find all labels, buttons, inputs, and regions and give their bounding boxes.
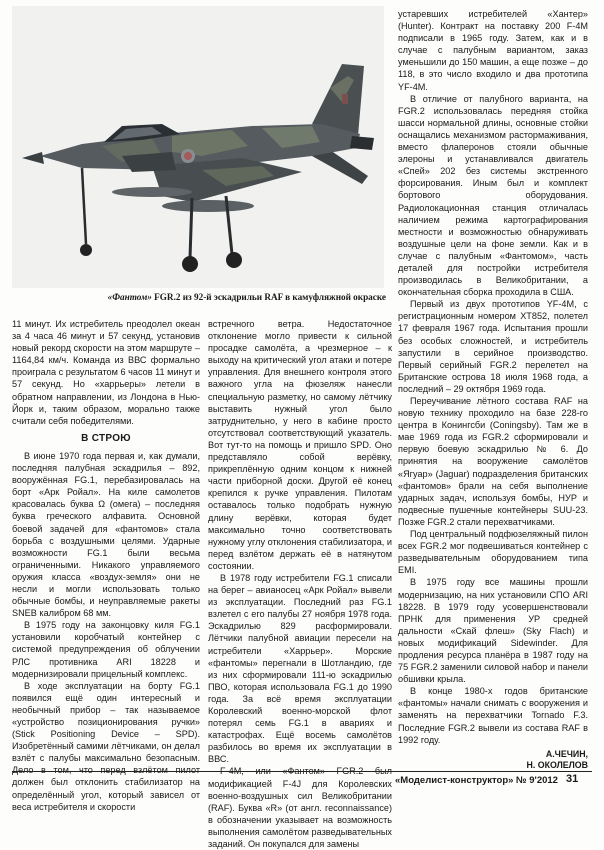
authors — [398, 749, 588, 771]
paragraph: В 1975 году все машины прошли модернизацию, на них установили СПО ARI 18228. В 1979 году усовершенствовали ПРНК для применения УР средней дальности «Скай флеш» (Sky Flach) и новых модификаций Sidewinder. Для продления ресурса планёра в 1987 году на 75 FGR.2 заменили силовой набор и панели обшивки крыла. — [398, 577, 588, 685]
paragraph: модификацией F-4J для Королевских военно-воздушных сил Великобритании (RAF). Буква «R» (от англ. reconnaissance) в обозначении указывает на возможность выполнения самолётом разведывательных заданий. Он покупался для замены — [208, 778, 392, 850]
page-number: 31 — [566, 773, 579, 785]
paragraph: В конце 1980-х годов британские «фантомы» начали снимать с вооружения и заменять на перехватчики Tornado F.3. Последние FGR.2 вывели из состава RAF в 1992 году. — [398, 686, 588, 745]
caption-text: FGR.2 из 92-й эскадрильи RAF в камуфляжной окраске — [154, 292, 386, 302]
paragraph: В 1978 году истребители FG.1 списали на берег – авианосец «Арк Ройал» вывели из эксплуатации. Последний раз FG.1 взлетел с его палубы 27 ноября 1978 года. Эскадрилью 829 расформировали. Лётчики палубной авиации пересели на истребители «Харрьер». Морские «фантомы» перегнали в Шотландию, где из них сформировали 111-ю эскадрилью ПВО, которая использовала FG.1 до 1990 года. За всё время эксплуатации Королевский военно-морской флот потерял семь FG.1 в авариях и катастрофах. Ещё восемь самолётов разбилось во время их эксплуатации в ВВС. — [208, 572, 392, 765]
author-name: Н. ОКОЛЕЛОВ — [526, 759, 588, 770]
text-column-3 — [398, 8, 588, 771]
phantom-photo — [12, 6, 384, 288]
paragraph: В 1975 году на законцовку киля FG.1 установили коробчатый контейнер с системой предупреждения об облучении РЛС противника ARI 18228 и модернизировали прицельный комплекс. — [12, 620, 200, 679]
paragraph: устаревших истребителей «Хантер» (Hunter). Контракт на поставку 200 F-4M подписали в 1965 году. Затем, как и в случае с палубным вариантом, заказ уменьшили до 150 машин, а еще позже – до 118, в это число входило и два прототипа YF-4M. — [398, 9, 588, 92]
paragraph: В ходе эксплуатации на борту FG.1 появился ещё один интересный и необычный прибор – так называемое «устройство позиционирования ручки» (Stick Positioning Device – SPD). Изобретённый самими лётчиками, он делал взлёт с палубы максимально безопасным. должен был отклонить стабилизатор на определённый угол, который зависел от веса истребителя и скорости — [12, 680, 200, 812]
footer-rule — [12, 771, 592, 772]
author-name: А.ЧЕЧИН, — [545, 748, 588, 759]
paragraph: 11 минут. Их истребитель преодолел океан за 4 часа 46 минут и 57 секунд, установив новый рекорд скорости на этом маршруте – 1164,84 км/ч. Команда из ВВС формально проиграла с результатом 6 часов 11 минут и 57 секунд. Но «харрьеры» летели в обратном направлении, из Лондона в Нью-Йорк и, таким образом, морально также считали себя победителями. — [12, 319, 200, 426]
text-column-1 — [12, 318, 200, 813]
paragraph: В июне 1970 года первая и, как думали, последняя палубная эскадрилья – 892, вооружённая FG.1, перебазировалась на борт «Арк Ройал». На киле самолетов красовалась буква Ω (омега) – последняя буква греческого алфавита. Основной боевой задачей для «фантомов» стала борьба с воздушными целями. Ударные возможности FG.1 были весьма ограниченными. Никакого управляемого оружия класса «воздух-земля» они не несли и могли использовать только обычные бомбы, и неуправляемые ракеты SNEB калибром 68 мм. — [12, 450, 200, 619]
paragraph: В отличие от палубного варианта, на FGR.2 использовалась передняя стойка шасси нормальной длины, основные стойки оснащались механизмом растормаживания, вместо флаперонов стояли обычные элероны и устанавливался двигатель «Спей» 202 без системы экстренного форсирования. Иным был и комплект бортового оборудования. Радиолокационная станция отличалась наличием режима картографирования местности и возможностью обнаруживать воздушные цели на фоне земли. Как и в случае с палубным «Фантомом», часть деталей для постройки истребителя производилась в Великобритании, а окончательная сборка проходила в США. — [398, 93, 588, 298]
paragraph: Под центральный подфюзеляжный пилон всех FGR.2 мог подвешиваться контейнер с разведывательным оборудованием типа EMI. — [398, 529, 588, 576]
magazine-issue: «Моделист-конструктор» № 9'2012 — [395, 775, 558, 786]
phantom-aircraft-illustration — [12, 6, 384, 288]
caption-aircraft-name: «Фантом» — [107, 292, 152, 302]
paragraph: Переучивание лётного состава RAF на новую технику проходило на базе 228-го центра в Конингсби (Coningsby). Там же в мае 1969 года из FGR.2 сформировали и первую боевую эскадрилью № 6. До принятия на вооружение самолётов «Ягуар» (Jaguar) подразделения британских «фантомов» брали на себя выполнение ударных задач, используя бомбы, НУР и подвесные пушечные контейнеры SUU-23. Позже FGR.2 стали перехватчиками. — [398, 396, 588, 527]
paragraph: Первый из двух прототипов YF-4M, с регистрационным номером XT852, полетел 17 февраля 1967 года. Испытания прошли без особых сложностей, и истребитель запустили в серийное производство. Первый серийный FGR.2 перелетел на Британские острова 18 июля 1968 года, а последний – 29 октября 1969 года. — [398, 299, 588, 394]
section-title: В СТРОЮ — [81, 432, 131, 444]
paragraph: встречного ветра. Недостаточное отклонение могло привести к сильной просадке самолёта, а чрезмерное – к выходу на критический угол атаки и потере управления. Для внешнего контроля этого важного угла на фюзеляж нанесли специальную разметку, но самому лётчику выставить нужный угол было затруднительно, у него в кабине просто отсутствовал соответствующий указатель. Вот тут-то на помощь и пришло SPD. Оно представляло собой верёвку, прикреплённую одним концом к нижней части приборной доски. Другой её конец крепился к ручке управления. Пилотам оставалось только подобрать нужную длину верёвки, которая будет максимально точно соответствовать нужному углу отклонения стабилизатора, и перед взлётом держать её в натянутом состоянии. — [208, 319, 392, 571]
photo-caption — [14, 292, 386, 302]
